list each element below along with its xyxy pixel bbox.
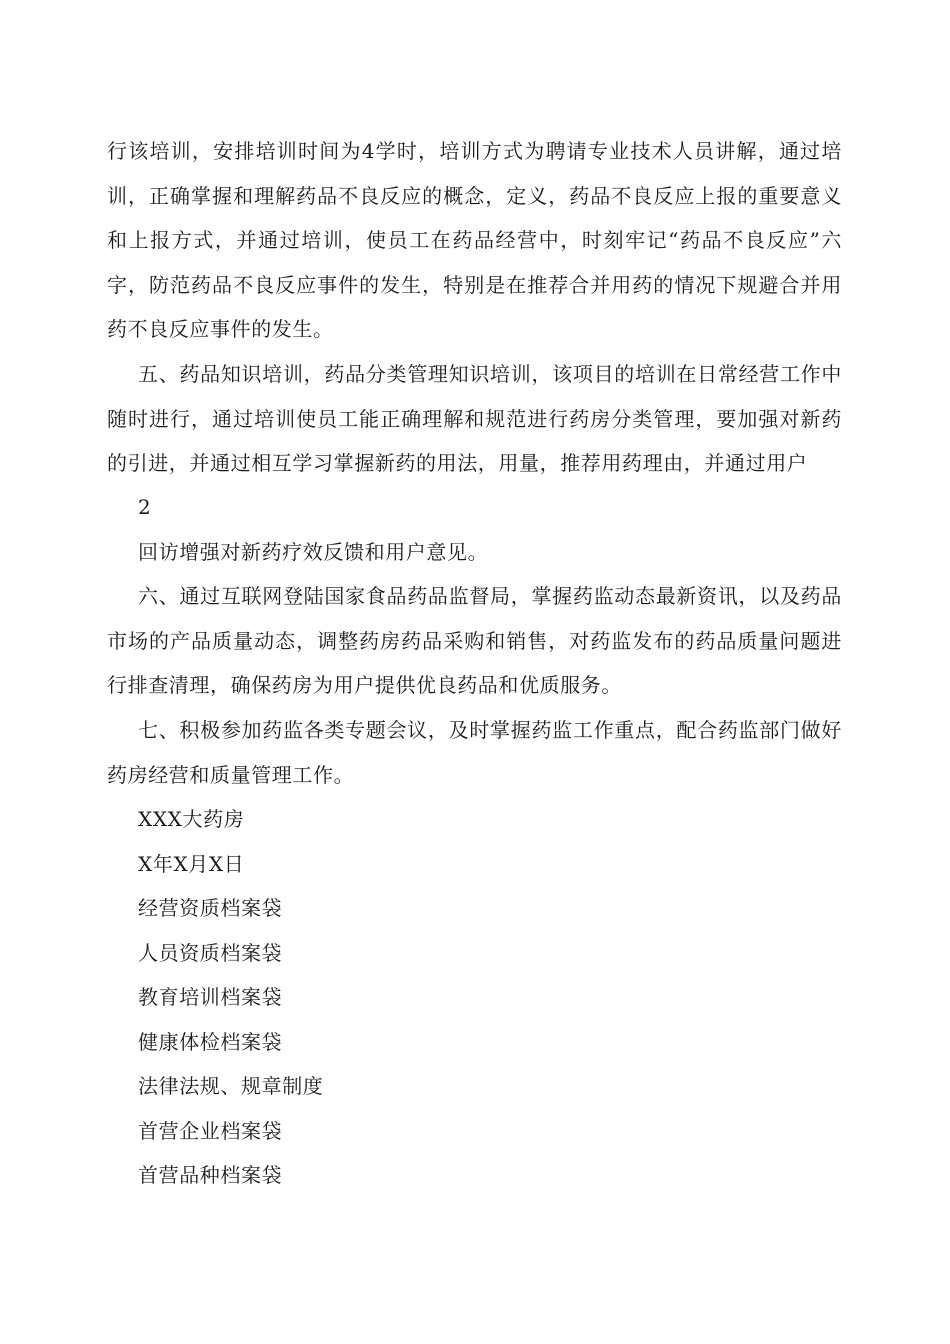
paragraph-training-continued: 行该培训，安排培训时间为4学时，培训方式为聘请专业技术人员讲解，通过培训，正确掌握和理解药品不良反应的概念，定义，药品不良反应上报的重要意义和上报方式，并通过培训，使员工在药品经营中，时刻牢记“药品不良反应”六字，防范药品不良反应事件的发生，特别是在推荐合并用药的情况下规避合并用药不良反应事件的发生。 [107, 139, 842, 341]
archive-item: 首营品种档案袋 [138, 1163, 283, 1187]
signature-org: XXX大药房 [138, 807, 245, 831]
archive-item: 首营企业档案袋 [138, 1119, 283, 1143]
paragraph-section-six: 六、通过互联网登陆国家食品药品监督局，掌握药监动态最新资讯，以及药品市场的产品质量动态，调整药房药品采购和销售，对药监发布的药品质量问题进行排查清理，确保药房为用户提供优良药品和优质服务。 [107, 584, 842, 697]
paragraph-section-five-continued: 回访增强对新药疗效反馈和用户意见。 [138, 540, 489, 564]
page-number: 2 [138, 495, 152, 519]
archive-item: 健康体检档案袋 [138, 1030, 283, 1054]
paragraph-section-five: 五、药品知识培训，药品分类管理知识培训，该项目的培训在日常经营工作中随时进行，通过培训使员工能正确理解和规范进行药房分类管理，要加强对新药的引进，并通过相互学习掌握新药的用法，用量，推荐用药理由，并通过用户 [107, 362, 842, 475]
paragraph-section-seven: 七、积极参加药监各类专题会议，及时掌握药监工作重点，配合药监部门做好药房经营和质量管理工作。 [107, 718, 842, 787]
archive-item: 人员资质档案袋 [138, 941, 283, 965]
archive-item: 教育培训档案袋 [138, 985, 283, 1009]
archive-item: 经营资质档案袋 [138, 896, 283, 920]
archive-item: 法律法规、规章制度 [138, 1074, 324, 1098]
signature-date: X年X月X日 [138, 852, 245, 876]
